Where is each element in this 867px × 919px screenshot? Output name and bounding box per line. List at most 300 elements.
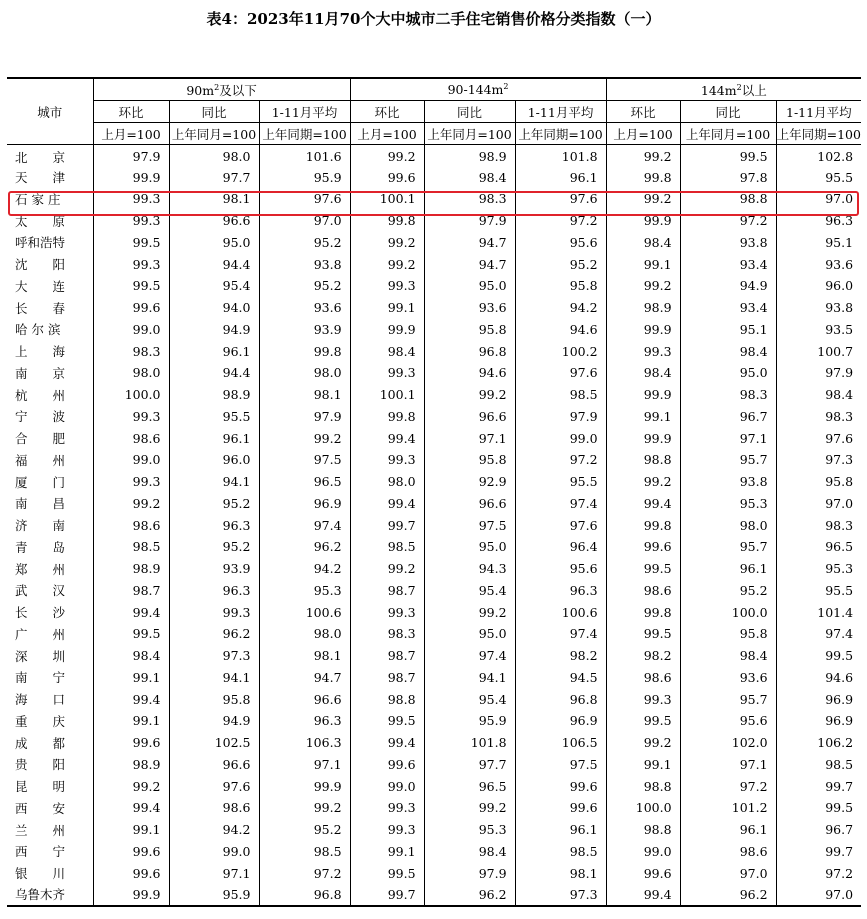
base-header: 上年同期=100 xyxy=(515,123,606,145)
index-value: 95.0 xyxy=(424,623,515,645)
index-value: 99.1 xyxy=(606,253,680,275)
table-title: 表4：2023年11月70个大中城市二手住宅销售价格分类指数（一） xyxy=(206,10,661,28)
city-name: 南 京 xyxy=(7,362,93,384)
city-name: 海 口 xyxy=(7,688,93,710)
index-value: 106.5 xyxy=(515,732,606,754)
index-value: 99.1 xyxy=(350,297,424,319)
index-value: 99.8 xyxy=(259,340,350,362)
index-value: 96.9 xyxy=(825,713,854,729)
index-value: 98.4 xyxy=(680,645,776,667)
index-value: 96.5 xyxy=(259,471,350,493)
city-name: 合 肥 xyxy=(7,427,93,449)
index-value: 96.6 xyxy=(259,688,350,710)
index-value: 99.3 xyxy=(169,601,259,623)
index-value: 96.6 xyxy=(424,493,515,515)
index-value: 97.5 xyxy=(424,514,515,536)
index-value: 99.1 xyxy=(606,406,680,428)
index-value: 94.4 xyxy=(169,362,259,384)
index-value: 101.6 xyxy=(259,145,350,167)
index-value: 94.9 xyxy=(169,710,259,732)
index-value: 98.5 xyxy=(350,536,424,558)
index-value: 96.8 xyxy=(424,340,515,362)
index-value: 99.2 xyxy=(424,601,515,623)
sub-header: 1-11月平均 xyxy=(776,101,861,123)
index-value: 99.8 xyxy=(606,514,680,536)
index-value: 98.2 xyxy=(515,645,606,667)
city-name: 福 州 xyxy=(7,449,93,471)
sub-header: 同比 xyxy=(169,101,259,123)
table-row xyxy=(7,841,861,863)
index-value: 99.2 xyxy=(350,558,424,580)
index-value: 95.1 xyxy=(825,234,854,250)
index-value: 100.0 xyxy=(606,797,680,819)
index-value: 99.4 xyxy=(93,601,169,623)
sub-header: 同比 xyxy=(424,101,515,123)
index-value: 99.5 xyxy=(93,275,169,297)
index-value: 97.9 xyxy=(424,862,515,884)
index-value: 93.6 xyxy=(680,667,776,689)
sub-header: 1-11月平均 xyxy=(259,101,350,123)
index-value: 93.8 xyxy=(680,232,776,254)
index-value: 99.5 xyxy=(825,648,854,664)
index-value: 96.5 xyxy=(825,539,854,555)
index-value: 99.2 xyxy=(93,493,169,515)
table-row xyxy=(7,340,861,362)
index-value: 94.5 xyxy=(515,667,606,689)
index-value: 100.6 xyxy=(515,601,606,623)
city-column-header: 城市 xyxy=(7,78,93,145)
index-value: 93.9 xyxy=(259,319,350,341)
index-value: 99.8 xyxy=(606,166,680,188)
index-value: 96.2 xyxy=(424,884,515,906)
table-row xyxy=(7,732,861,754)
index-value: 99.8 xyxy=(350,210,424,232)
index-value: 98.3 xyxy=(350,623,424,645)
index-value: 95.2 xyxy=(259,275,350,297)
index-value: 98.8 xyxy=(606,775,680,797)
index-value: 95.2 xyxy=(515,253,606,275)
index-value: 97.1 xyxy=(259,754,350,776)
index-value: 100.0 xyxy=(93,384,169,406)
index-value: 95.5 xyxy=(169,406,259,428)
index-value: 99.4 xyxy=(93,797,169,819)
index-value: 94.9 xyxy=(680,275,776,297)
index-value: 96.1 xyxy=(680,819,776,841)
index-value: 97.5 xyxy=(515,754,606,776)
index-value: 99.0 xyxy=(515,427,606,449)
index-value: 95.5 xyxy=(825,169,854,185)
index-value: 94.1 xyxy=(424,667,515,689)
index-value: 95.9 xyxy=(169,884,259,906)
index-value: 96.3 xyxy=(169,514,259,536)
index-value: 98.4 xyxy=(606,232,680,254)
index-value: 95.4 xyxy=(169,275,259,297)
table-row xyxy=(7,297,861,319)
table-row xyxy=(7,384,861,406)
index-value: 99.3 xyxy=(606,688,680,710)
city-name: 乌鲁木齐 xyxy=(7,884,93,906)
city-name: 石 家 庄 xyxy=(7,188,93,210)
index-value: 99.3 xyxy=(350,797,424,819)
index-value: 99.1 xyxy=(350,841,424,863)
index-value: 97.6 xyxy=(515,362,606,384)
index-value: 99.9 xyxy=(606,210,680,232)
index-value: 95.2 xyxy=(169,536,259,558)
index-value: 97.2 xyxy=(515,210,606,232)
group-header-medium: $90-144m^2$ xyxy=(350,78,606,101)
index-value: 95.3 xyxy=(680,493,776,515)
index-value: 99.3 xyxy=(350,819,424,841)
index-value: 99.6 xyxy=(93,862,169,884)
index-value: 96.5 xyxy=(424,775,515,797)
index-value: 95.8 xyxy=(424,449,515,471)
index-value: 98.4 xyxy=(680,340,776,362)
city-name: 大 连 xyxy=(7,275,93,297)
index-value: 96.9 xyxy=(259,493,350,515)
index-value: 106.3 xyxy=(259,732,350,754)
index-value: 98.9 xyxy=(93,558,169,580)
index-value: 96.6 xyxy=(169,754,259,776)
table-row xyxy=(7,514,861,536)
index-value: 97.4 xyxy=(259,514,350,536)
table-row xyxy=(7,471,861,493)
table-row xyxy=(7,536,861,558)
index-value: 96.2 xyxy=(169,623,259,645)
table-row xyxy=(7,406,861,428)
index-value: 98.0 xyxy=(169,145,259,167)
index-value: 93.9 xyxy=(169,558,259,580)
table-row xyxy=(7,623,861,645)
index-value: 99.2 xyxy=(424,384,515,406)
index-value: 97.1 xyxy=(680,754,776,776)
index-value: 93.4 xyxy=(680,297,776,319)
index-value: 98.9 xyxy=(424,145,515,167)
index-value: 98.4 xyxy=(606,362,680,384)
index-value: 95.2 xyxy=(680,580,776,602)
index-value: 97.3 xyxy=(515,884,606,906)
table-row xyxy=(7,819,861,841)
index-value: 95.5 xyxy=(825,582,854,598)
index-value: 97.7 xyxy=(169,166,259,188)
index-value: 95.1 xyxy=(680,319,776,341)
sub-header: 环比 xyxy=(606,101,680,123)
index-value: 97.6 xyxy=(825,430,854,446)
index-value: 94.2 xyxy=(169,819,259,841)
index-value: 99.4 xyxy=(350,427,424,449)
index-value: 99.9 xyxy=(606,384,680,406)
index-value: 96.1 xyxy=(515,819,606,841)
index-value: 98.3 xyxy=(93,340,169,362)
index-value: 98.6 xyxy=(93,427,169,449)
index-value: 96.6 xyxy=(169,210,259,232)
index-value: 100.1 xyxy=(350,384,424,406)
index-value: 102.5 xyxy=(169,732,259,754)
index-value: 98.4 xyxy=(424,166,515,188)
index-value: 100.7 xyxy=(817,343,854,359)
index-value: 98.1 xyxy=(515,862,606,884)
index-value: 94.6 xyxy=(515,319,606,341)
city-name: 哈 尔 滨 xyxy=(7,319,93,341)
index-value: 95.0 xyxy=(680,362,776,384)
index-value: 97.0 xyxy=(825,191,854,207)
index-value: 98.7 xyxy=(93,580,169,602)
index-value: 96.2 xyxy=(680,884,776,906)
index-value: 99.2 xyxy=(259,427,350,449)
table-row xyxy=(7,754,861,776)
table-row xyxy=(7,688,861,710)
base-header: 上年同期=100 xyxy=(776,123,861,145)
index-value: 97.6 xyxy=(515,514,606,536)
index-value: 96.1 xyxy=(680,558,776,580)
index-value: 99.0 xyxy=(93,449,169,471)
index-value: 99.0 xyxy=(169,841,259,863)
table-row xyxy=(7,210,861,232)
index-value: 97.4 xyxy=(515,623,606,645)
index-value: 99.3 xyxy=(606,340,680,362)
index-value: 98.0 xyxy=(259,362,350,384)
index-value: 98.0 xyxy=(93,362,169,384)
index-value: 96.0 xyxy=(169,449,259,471)
index-value: 93.8 xyxy=(825,300,854,316)
index-value: 98.9 xyxy=(606,297,680,319)
city-name: 上 海 xyxy=(7,340,93,362)
index-value: 97.4 xyxy=(424,645,515,667)
index-value: 94.2 xyxy=(259,558,350,580)
index-value: 102.0 xyxy=(680,732,776,754)
base-header: 上月=100 xyxy=(93,123,169,145)
table-row xyxy=(7,253,861,275)
index-value: 97.9 xyxy=(515,406,606,428)
city-name: 宁 波 xyxy=(7,406,93,428)
index-value: 99.2 xyxy=(606,471,680,493)
index-value: 96.6 xyxy=(424,406,515,428)
index-value: 99.6 xyxy=(515,797,606,819)
index-value: 99.7 xyxy=(825,778,854,794)
group-header-large: $144m^2$以上 xyxy=(606,78,861,101)
index-value: 98.5 xyxy=(825,756,854,772)
index-value: 95.3 xyxy=(424,819,515,841)
index-value: 97.0 xyxy=(825,495,854,511)
index-value: 98.9 xyxy=(93,754,169,776)
index-value: 99.4 xyxy=(606,493,680,515)
index-value: 99.7 xyxy=(350,884,424,906)
index-value: 98.0 xyxy=(680,514,776,536)
index-value: 98.3 xyxy=(424,188,515,210)
index-value: 99.6 xyxy=(93,297,169,319)
index-value: 98.6 xyxy=(93,514,169,536)
index-value: 99.1 xyxy=(93,667,169,689)
index-value: 99.0 xyxy=(93,319,169,341)
index-value: 99.3 xyxy=(350,449,424,471)
index-value: 99.2 xyxy=(350,145,424,167)
index-value: 95.2 xyxy=(259,819,350,841)
city-name: 天 津 xyxy=(7,166,93,188)
table-row xyxy=(7,667,861,689)
index-value: 96.9 xyxy=(515,710,606,732)
city-name: 昆 明 xyxy=(7,775,93,797)
table-row xyxy=(7,166,861,188)
index-value: 99.6 xyxy=(350,754,424,776)
index-value: 99.3 xyxy=(93,406,169,428)
sub-header: 同比 xyxy=(680,101,776,123)
index-value: 99.0 xyxy=(350,775,424,797)
index-value: 98.1 xyxy=(169,188,259,210)
index-value: 94.7 xyxy=(259,667,350,689)
index-value: 98.8 xyxy=(680,188,776,210)
index-value: 92.9 xyxy=(424,471,515,493)
city-name: 郑 州 xyxy=(7,558,93,580)
index-value: 95.8 xyxy=(680,623,776,645)
index-value: 95.8 xyxy=(424,319,515,341)
index-value: 97.3 xyxy=(169,645,259,667)
index-value: 97.1 xyxy=(169,862,259,884)
base-header: 上年同月=100 xyxy=(424,123,515,145)
index-value: 97.6 xyxy=(169,775,259,797)
index-value: 99.0 xyxy=(606,841,680,863)
base-header: 上月=100 xyxy=(350,123,424,145)
city-name: 济 南 xyxy=(7,514,93,536)
index-value: 99.8 xyxy=(606,601,680,623)
table-row xyxy=(7,797,861,819)
index-value: 97.3 xyxy=(825,452,854,468)
index-value: 98.5 xyxy=(259,841,350,863)
base-header: 上年同月=100 xyxy=(169,123,259,145)
index-value: 94.9 xyxy=(169,319,259,341)
index-value: 98.1 xyxy=(259,645,350,667)
index-value: 95.6 xyxy=(680,710,776,732)
index-value: 99.5 xyxy=(606,710,680,732)
index-value: 99.6 xyxy=(93,732,169,754)
table-row xyxy=(7,427,861,449)
index-value: 100.1 xyxy=(350,188,424,210)
index-value: 93.6 xyxy=(825,256,854,272)
table-row xyxy=(7,775,861,797)
index-value: 95.5 xyxy=(515,471,606,493)
index-value: 99.6 xyxy=(93,841,169,863)
index-value: 96.3 xyxy=(169,580,259,602)
table-row xyxy=(7,558,861,580)
city-name: 呼和浩特 xyxy=(7,232,93,254)
table-row xyxy=(7,580,861,602)
table-row xyxy=(7,188,861,210)
index-value: 99.1 xyxy=(93,819,169,841)
index-value: 98.1 xyxy=(259,384,350,406)
index-value: 93.5 xyxy=(825,321,854,337)
index-value: 95.2 xyxy=(169,493,259,515)
index-value: 98.4 xyxy=(825,387,854,403)
table-row xyxy=(7,362,861,384)
index-value: 98.8 xyxy=(350,688,424,710)
table-row xyxy=(7,449,861,471)
city-name: 银 川 xyxy=(7,862,93,884)
table-row xyxy=(7,710,861,732)
index-value: 99.2 xyxy=(424,797,515,819)
index-value: 98.0 xyxy=(350,471,424,493)
index-value: 96.1 xyxy=(169,427,259,449)
index-value: 96.2 xyxy=(259,536,350,558)
index-value: 99.3 xyxy=(93,188,169,210)
index-value: 96.7 xyxy=(825,822,854,838)
index-value: 97.9 xyxy=(424,210,515,232)
index-value: 93.6 xyxy=(259,297,350,319)
table-row xyxy=(7,319,861,341)
table-row xyxy=(7,493,861,515)
index-value: 99.7 xyxy=(825,843,854,859)
index-value: 93.8 xyxy=(259,253,350,275)
index-value: 97.6 xyxy=(259,188,350,210)
index-value: 99.6 xyxy=(606,536,680,558)
index-value: 95.0 xyxy=(169,232,259,254)
index-value: 94.6 xyxy=(424,362,515,384)
index-value: 100.0 xyxy=(680,601,776,623)
index-value: 95.8 xyxy=(825,474,854,490)
index-value: 99.4 xyxy=(606,884,680,906)
index-value: 95.9 xyxy=(424,710,515,732)
index-value: 98.4 xyxy=(93,645,169,667)
index-value: 95.3 xyxy=(825,561,854,577)
index-value: 93.8 xyxy=(680,471,776,493)
index-value: 98.6 xyxy=(606,580,680,602)
index-value: 98.4 xyxy=(424,841,515,863)
index-value: 95.6 xyxy=(515,232,606,254)
index-value: 93.6 xyxy=(424,297,515,319)
index-value: 95.6 xyxy=(515,558,606,580)
index-value: 96.3 xyxy=(259,710,350,732)
base-header: 上年同期=100 xyxy=(259,123,350,145)
index-value: 94.7 xyxy=(424,232,515,254)
index-value: 97.9 xyxy=(93,145,169,167)
index-value: 106.2 xyxy=(817,735,854,751)
city-name: 贵 阳 xyxy=(7,754,93,776)
index-value: 99.9 xyxy=(606,427,680,449)
city-name: 杭 州 xyxy=(7,384,93,406)
index-value: 97.2 xyxy=(259,862,350,884)
index-value: 95.4 xyxy=(424,580,515,602)
index-value: 99.4 xyxy=(350,493,424,515)
index-value: 99.5 xyxy=(606,623,680,645)
index-value: 98.2 xyxy=(606,645,680,667)
index-value: 99.9 xyxy=(350,319,424,341)
table-row xyxy=(7,645,861,667)
index-value: 98.3 xyxy=(825,408,854,424)
city-name: 重 庆 xyxy=(7,710,93,732)
table-row xyxy=(7,862,861,884)
city-name: 太 原 xyxy=(7,210,93,232)
index-value: 96.8 xyxy=(515,688,606,710)
index-value: 95.2 xyxy=(259,232,350,254)
index-value: 99.2 xyxy=(259,797,350,819)
index-value: 96.8 xyxy=(259,884,350,906)
index-value: 97.6 xyxy=(515,188,606,210)
index-value: 99.3 xyxy=(350,601,424,623)
city-name: 西 宁 xyxy=(7,841,93,863)
index-value: 96.4 xyxy=(515,536,606,558)
index-value: 97.2 xyxy=(680,775,776,797)
index-value: 96.3 xyxy=(515,580,606,602)
index-value: 96.1 xyxy=(515,166,606,188)
index-value: 97.9 xyxy=(825,365,854,381)
index-value: 100.6 xyxy=(259,601,350,623)
index-value: 100.2 xyxy=(515,340,606,362)
index-value: 94.0 xyxy=(169,297,259,319)
index-value: 96.7 xyxy=(680,406,776,428)
city-name: 青 岛 xyxy=(7,536,93,558)
index-value: 98.7 xyxy=(350,645,424,667)
index-value: 98.6 xyxy=(680,841,776,863)
index-value: 97.2 xyxy=(825,865,854,881)
index-value: 95.0 xyxy=(424,536,515,558)
index-value: 99.9 xyxy=(259,775,350,797)
